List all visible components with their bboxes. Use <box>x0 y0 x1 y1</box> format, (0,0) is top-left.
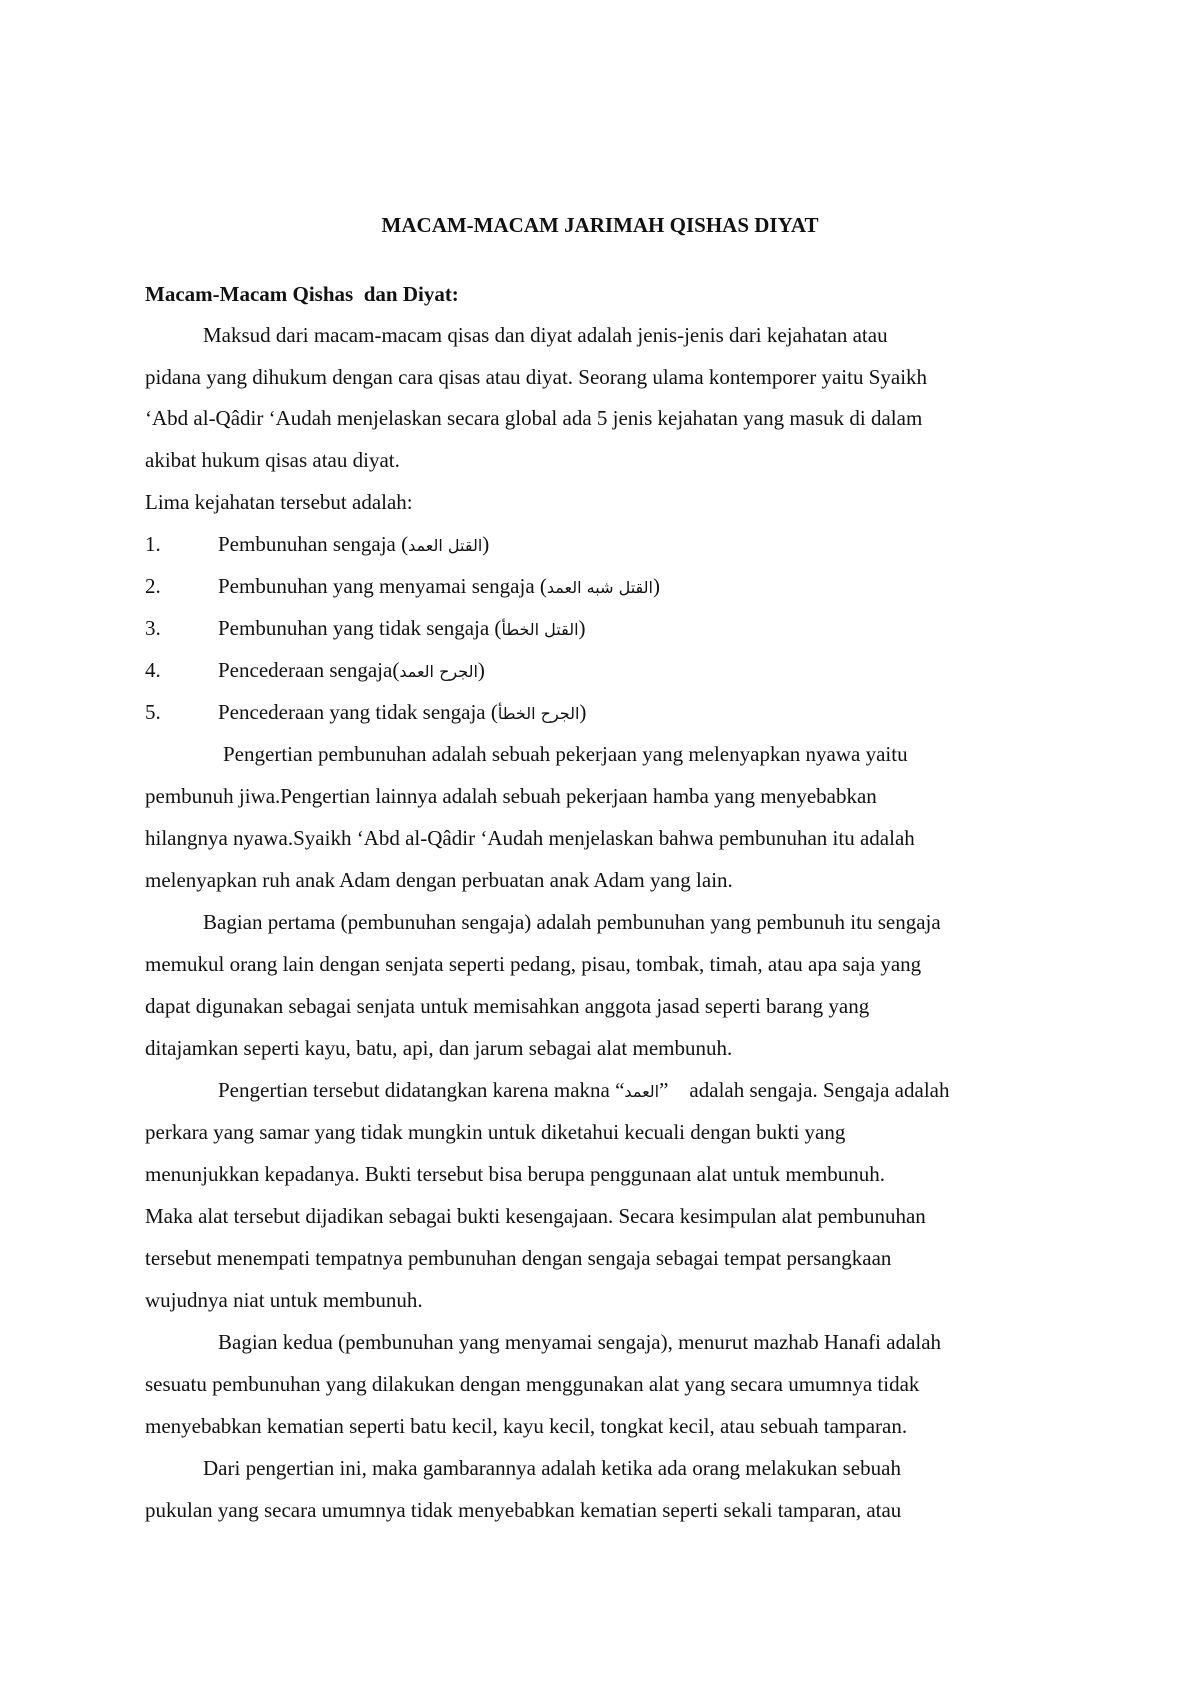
paragraph-line <box>218 1078 949 1103</box>
section-heading: Macam-Macam Qishas dan Diyat: <box>145 282 459 306</box>
arabic-term: القتل العمد <box>408 536 483 555</box>
arabic-term: الجرح العمد <box>399 662 478 681</box>
paragraph-line: perkara yang samar yang tidak mungkin untuk diketahui kecuali dengan bukti yang <box>145 1120 846 1144</box>
list-item-close: ) <box>477 658 485 682</box>
paragraph-line: pidana yang dihukum dengan cara qisas atau diyat. Seorang ulama kontemporer yaitu Syaikh <box>145 365 928 389</box>
paragraph-line: Maka alat tersebut dijadikan sebagai bukti kesengajaan. Secara kesimpulan alat pembunuhan <box>145 1204 926 1228</box>
arabic-term: العمد <box>624 1082 660 1101</box>
paragraph-line: hilangnya nyawa.Syaikh ‘Abd al-Qâdir ‘Audah menjelaskan bahwa pembunuhan itu adalah <box>145 826 915 850</box>
paragraph-line: Bagian kedua (pembunuhan yang menyamai sengaja), menurut mazhab Hanafi adalah <box>218 1330 942 1354</box>
arabic-term: الجرح الخطأ <box>497 704 580 723</box>
paragraph-text: ” adalah sengaja. Sengaja adalah <box>659 1078 950 1102</box>
list-item-text: Pencederaan sengaja( <box>218 658 400 682</box>
list-item-text: Pembunuhan yang menyamai sengaja ( <box>218 574 547 598</box>
paragraph-line: dapat digunakan sebagai senjata untuk memisahkan anggota jasad seperti barang yang <box>145 994 870 1018</box>
list-item-close: ) <box>579 700 587 724</box>
list-number: 1. <box>145 532 161 556</box>
paragraph-line: menunjukkan kepadanya. Bukti tersebut bisa berupa penggunaan alat untuk membunuh. <box>145 1162 886 1186</box>
paragraph-line: Bagian pertama (pembunuhan sengaja) adalah pembunuhan yang pembunuh itu sengaja <box>203 910 941 934</box>
list-number: 5. <box>145 700 161 724</box>
document-title: MACAM-MACAM JARIMAH QISHAS DIYAT <box>381 213 819 237</box>
list-item-text: Pencederaan yang tidak sengaja ( <box>218 700 498 724</box>
paragraph-line: Dari pengertian ini, maka gambarannya adalah ketika ada orang melakukan sebuah <box>203 1456 901 1480</box>
list-item-close: ) <box>578 616 586 640</box>
paragraph-line: akibat hukum qisas atau diyat. <box>145 448 400 472</box>
paragraph-line: pukulan yang secara umumnya tidak menyebabkan kematian seperti sekali tamparan, atau <box>145 1498 902 1522</box>
paragraph-line: sesuatu pembunuhan yang dilakukan dengan menggunakan alat yang secara umumnya tidak <box>145 1372 920 1396</box>
paragraph-line: menyebabkan kematian seperti batu kecil, kayu kecil, tongkat kecil, atau sebuah tamparan. <box>145 1414 908 1438</box>
paragraph-line: ditajamkan seperti kayu, batu, api, dan jarum sebagai alat membunuh. <box>145 1036 733 1060</box>
list-item-close: ) <box>482 532 490 556</box>
paragraph-line: Maksud dari macam-macam qisas dan diyat adalah jenis-jenis dari kejahatan atau <box>203 323 888 347</box>
paragraph-line: tersebut menempati tempatnya pembunuhan dengan sengaja sebagai tempat persangkaan <box>145 1246 892 1270</box>
list-item-close: ) <box>652 574 660 598</box>
list-item-text: Pembunuhan sengaja ( <box>218 532 409 556</box>
paragraph-line: wujudnya niat untuk membunuh. <box>145 1288 423 1312</box>
list-item <box>218 616 586 641</box>
paragraph-line: pembunuh jiwa.Pengertian lainnya adalah sebuah pekerjaan hamba yang menyebabkan <box>145 784 877 808</box>
paragraph-line: ‘Abd al-Qâdir ‘Audah menjelaskan secara global ada 5 jenis kejahatan yang masuk di dalam <box>145 406 923 430</box>
paragraph-line: memukul orang lain dengan senjata seperti pedang, pisau, tombak, timah, atau apa saja yang <box>145 952 922 976</box>
paragraph-line: Pengertian pembunuhan adalah sebuah pekerjaan yang melenyapkan nyawa yaitu <box>223 742 908 766</box>
paragraph-text: Pengertian tersebut didatangkan karena makna “ <box>218 1078 625 1102</box>
list-item <box>218 532 489 557</box>
list-item-text: Pembunuhan yang tidak sengaja ( <box>218 616 502 640</box>
list-item <box>218 700 586 725</box>
arabic-term: القتل الخطأ <box>501 620 579 639</box>
arabic-term: القتل شبه العمد <box>546 578 653 597</box>
list-number: 3. <box>145 616 161 640</box>
list-number: 2. <box>145 574 161 598</box>
list-number: 4. <box>145 658 161 682</box>
list-item <box>218 574 660 599</box>
list-intro: Lima kejahatan tersebut adalah: <box>145 490 413 514</box>
list-item <box>218 658 485 683</box>
paragraph-line: melenyapkan ruh anak Adam dengan perbuatan anak Adam yang lain. <box>145 868 733 892</box>
